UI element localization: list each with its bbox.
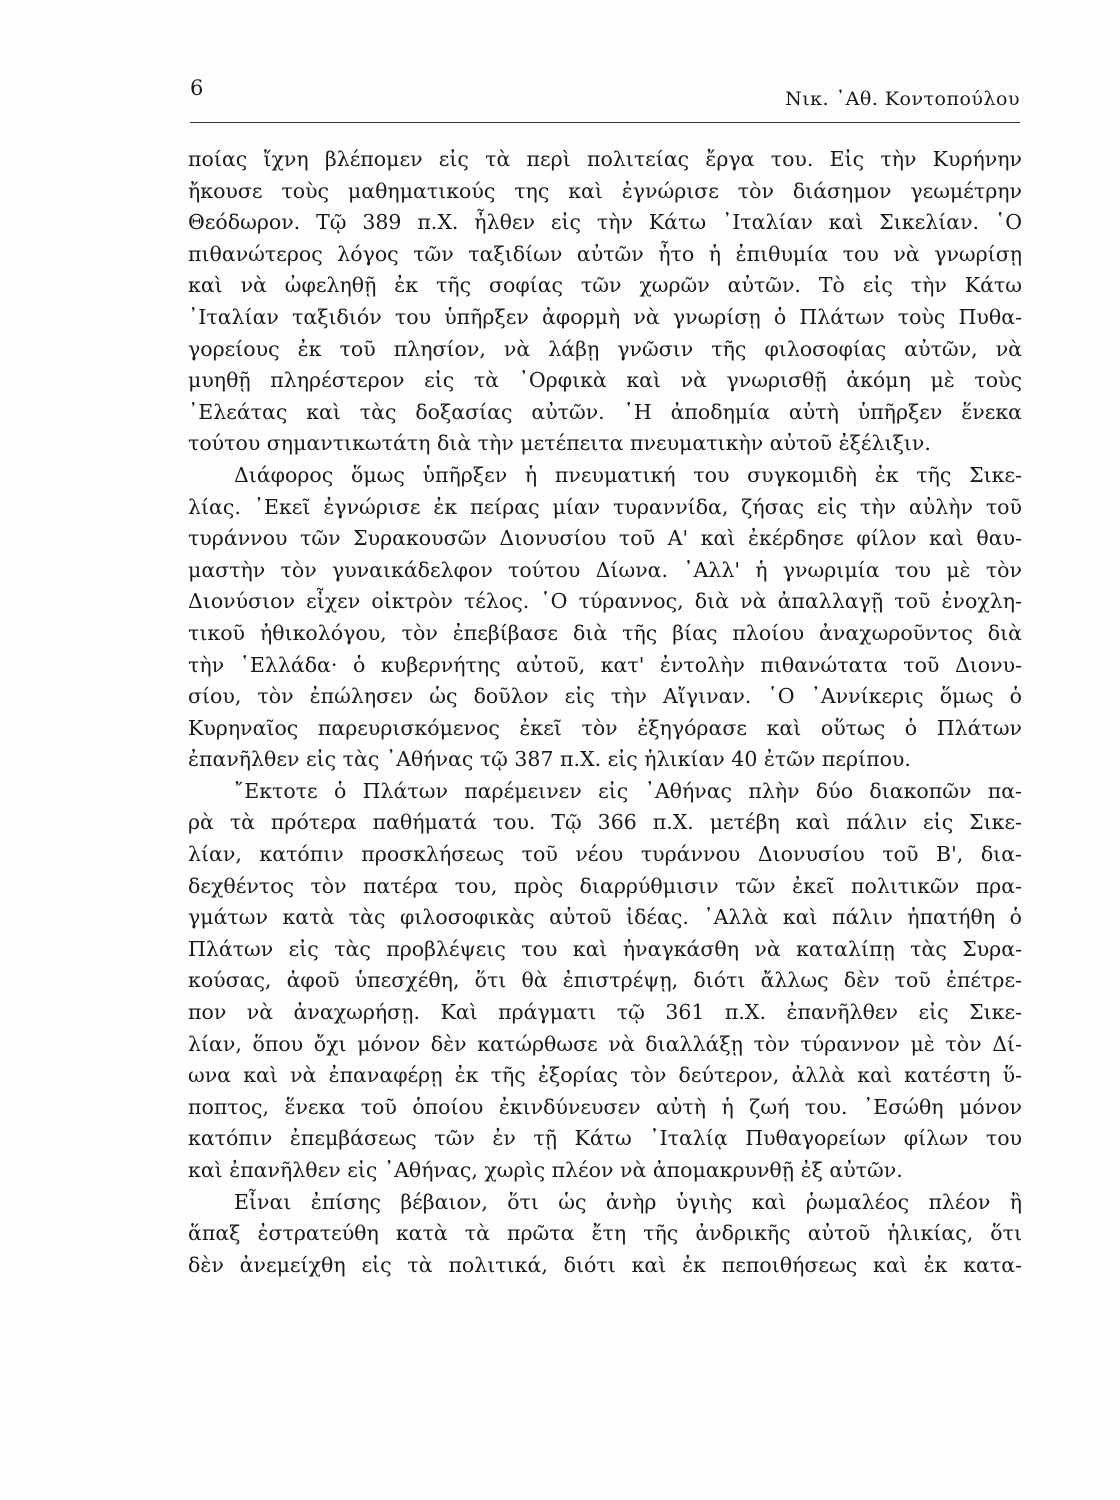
text-line: ἅπαξ ἐστρατεύθη κατὰ τὰ πρῶτα ἔτη τῆς ἀνδρικῆς αὐτοῦ ἡλικίας, ὅτι: [188, 1221, 1022, 1246]
body-text: [188, 144, 1022, 1281]
text-line: δεχθέντος τὸν πατέρα του, πρὸς διαρρύθμισιν τῶν ἐκεῖ πολιτικῶν πρα-: [188, 873, 1022, 898]
text-line: γμάτων κατὰ τὰς φιλοσοφικὰς αὐτοῦ ἰδέας. ᾿Αλλὰ καὶ πάλιν ἠπατήθη ὁ: [188, 905, 1022, 930]
text-line: μυηθῇ πληρέστερον εἰς τὰ ᾿Ορφικὰ καὶ νὰ γνωρισθῇ ἀκόμη μὲ τοὺς: [188, 368, 1022, 393]
text-line: Κυρηναῖος παρευρισκόμενος ἐκεῖ τὸν ἐξηγόρασε καὶ οὕτως ὁ Πλάτων: [188, 715, 1022, 740]
text-line: λίαν, ὅπου ὄχι μόνον δὲν κατώρθωσε νὰ διαλλάξῃ τὸν τύραννον μὲ τὸν Δί-: [188, 1031, 1022, 1056]
page-header: [190, 76, 1020, 123]
text-line: ἤκουσε τοὺς μαθηματικούς της καὶ ἐγνώρισε τὸν διάσημον γεωμέτρην: [188, 178, 1022, 203]
text-line: τυράννου τῶν Συρακουσῶν Διονυσίου τοῦ Α' καὶ ἐκέρδησε φίλον καὶ θαυ-: [188, 526, 1022, 551]
text-line: πον νὰ ἀναχωρήσῃ. Καὶ πράγματι τῷ 361 π.Χ. ἐπανῆλθεν εἰς Σικε-: [188, 1000, 1022, 1025]
running-head: Νικ. ᾿Αθ. Κοντοπούλου: [785, 88, 1020, 110]
text-line: γορείους ἐκ τοῦ πλησίον, νὰ λάβῃ γνῶσιν τῆς φιλοσοφίας αὐτῶν, νὰ: [188, 336, 1022, 361]
text-line: σίου, τὸν ἐπώλησεν ὡς δοῦλον εἰς τὴν Αἴγιναν. ῾Ο ᾿Αννίκερις ὅμως ὁ: [188, 684, 1022, 709]
text-line: ῎Εκτοτε ὁ Πλάτων παρέμεινεν εἰς ᾿Αθήνας πλὴν δύο διακοπῶν πα-: [234, 778, 1022, 803]
text-line: ποίας ἴχνη βλέπομεν εἰς τὰ περὶ πολιτείας ἔργα του. Εἰς τὴν Κυρήνην: [188, 147, 1022, 171]
text-line: καὶ ἐπανῆλθεν εἰς ᾿Αθήνας, χωρὶς πλέον νὰ ἀπομακρυνθῇ ἐξ αὐτῶν.: [188, 1158, 903, 1182]
text-line: τικοῦ ἠθικολόγου, τὸν ἐπεβίβασε διὰ τῆς βίας πλοίου ἀναχωροῦντος διὰ: [188, 620, 1022, 645]
text-line: μαστὴν τὸν γυναικάδελφον τούτου Δίωνα. ᾿Αλλ' ἡ γνωριμία του μὲ τὸν: [188, 557, 1022, 582]
text-line: ἐπανῆλθεν εἰς τὰς ᾿Αθήνας τῷ 387 π.Χ. εἰς ἡλικίαν 40 ἐτῶν περίπου.: [188, 747, 911, 772]
text-line: λίας. ᾿Εκεῖ ἐγνώρισε ἐκ πείρας μίαν τυραννίδα, ζήσας εἰς τὴν αὐλὴν τοῦ: [188, 494, 1022, 519]
text-line: τούτου σημαντικωτάτη διὰ τὴν μετέπειτα πνευματικὴν αὐτοῦ ἐξέλιξιν.: [188, 431, 931, 456]
text-line: τὴν ῾Ελλάδα· ὁ κυβερνήτης αὐτοῦ, κατ' ἐντολὴν πιθανώτατα τοῦ Διονυ-: [188, 652, 1022, 677]
text-line: δὲν ἀνεμείχθη εἰς τὰ πολιτικά, διότι καὶ ἐκ πεποιθήσεως καὶ ἐκ κατα-: [188, 1252, 1022, 1277]
text-line: ρὰ τὰ πρότερα παθήματά του. Τῷ 366 π.Χ. μετέβη καὶ πάλιν εἰς Σικε-: [188, 810, 1022, 835]
text-line: ποπτος, ἕνεκα τοῦ ὁποίου ἐκινδύνευσεν αὐτὴ ἡ ζωή του. ᾿Εσώθη μόνον: [188, 1094, 1022, 1119]
text-line: Διάφορος ὅμως ὑπῆρξεν ἡ πνευματική του συγκομιδὴ ἐκ τῆς Σικε-: [234, 462, 1022, 487]
text-line: καὶ νὰ ὠφεληθῇ ἐκ τῆς σοφίας τῶν χωρῶν αὐτῶν. Τὸ εἰς τὴν Κάτω: [188, 273, 1022, 298]
text-line: ωνα καὶ νὰ ἐπαναφέρῃ ἐκ τῆς ἐξορίας τὸν δεύτερον, ἀλλὰ καὶ κατέστη ὕ-: [188, 1063, 1022, 1088]
text-line: Εἶναι ἐπίσης βέβαιον, ὅτι ὡς ἀνὴρ ὑγιὴς καὶ ῥωμαλέος πλέον ἢ: [234, 1189, 1022, 1214]
text-line: πιθανώτερος λόγος τῶν ταξιδίων αὐτῶν ἦτο ἡ ἐπιθυμία του νὰ γνωρίσῃ: [188, 241, 1022, 266]
text-line: Διονύσιον εἶχεν οἰκτρὸν τέλος. ῾Ο τύραννος, διὰ νὰ ἀπαλλαγῇ τοῦ ἐνοχλη-: [188, 589, 1022, 614]
text-line: ᾿Ιταλίαν ταξιδιόν του ὑπῆρξεν ἀφορμὴ νὰ γνωρίσῃ ὁ Πλάτων τοὺς Πυθα-: [188, 304, 1022, 329]
text-line: κατόπιν ἐπεμβάσεως τῶν ἐν τῇ Κάτω ᾿Ιταλίᾳ Πυθαγορείων φίλων του: [188, 1126, 1022, 1151]
text-line: κούσας, ἀφοῦ ὑπεσχέθη, ὅτι θὰ ἐπιστρέψῃ, διότι ἄλλως δὲν τοῦ ἐπέτρε-: [188, 968, 1022, 993]
text-line: λίαν, κατόπιν προσκλήσεως τοῦ νέου τυράννου Διονυσίου τοῦ Β', δια-: [188, 842, 1022, 867]
text-line: Πλάτων εἰς τὰς προβλέψεις του καὶ ἠναγκάσθη νὰ καταλίπῃ τὰς Συρα-: [188, 936, 1022, 961]
text-line: Θεόδωρον. Τῷ 389 π.Χ. ἦλθεν εἰς τὴν Κάτω ᾿Ιταλίαν καὶ Σικελίαν. ῾Ο: [188, 210, 1022, 235]
text-line: ᾿Ελεάτας καὶ τὰς δοξασίας αὐτῶν. ῾Η ἀποδημία αὐτὴ ὑπῆρξεν ἕνεκα: [188, 399, 1022, 424]
page-number: 6: [190, 76, 204, 100]
